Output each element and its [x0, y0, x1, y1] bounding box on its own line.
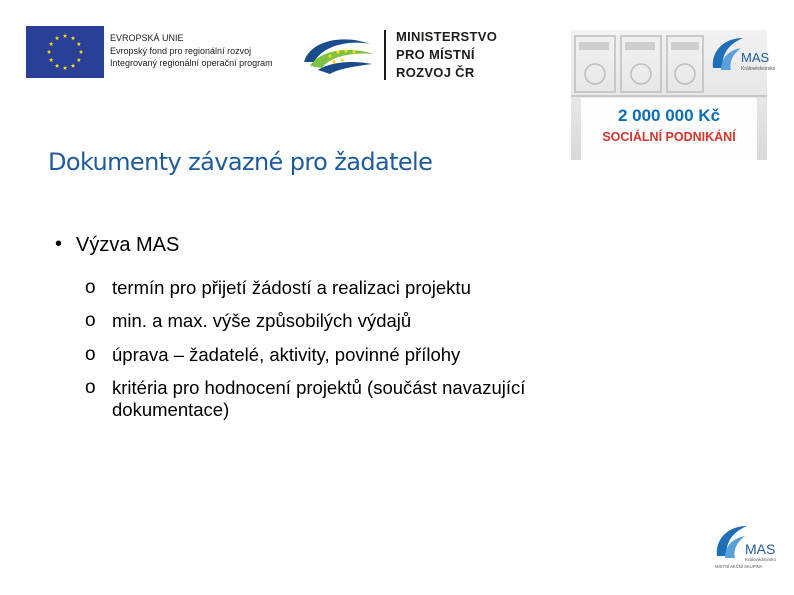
- promo-banner: [571, 30, 776, 160]
- sub-item-text: úprava – žadatelé, aktivity, povinné přílohy: [112, 344, 461, 365]
- sub-bullet-icon: o: [85, 310, 96, 331]
- sub-bullet-icon: o: [85, 277, 96, 298]
- mmr-logo-line3: ROZVOJ ČR: [396, 65, 475, 80]
- eu-logo-line3: Integrovaný regionální operační program: [110, 58, 273, 68]
- mas-logo-icon: [707, 32, 776, 78]
- sub-item-text: kritéria pro hodnocení projektů (součást navazující dokumentace): [112, 377, 526, 420]
- mmr-divider: [384, 30, 386, 80]
- eu-logo: [26, 26, 286, 78]
- mmr-logo-line1: MINISTERSTVO: [396, 29, 498, 44]
- sub-bullet-icon: o: [85, 344, 96, 365]
- promo-mas-text: MAS: [741, 50, 770, 65]
- corner-mas-logo-icon: [713, 522, 779, 570]
- promo-mas-region: Královédvorsko: [741, 66, 776, 72]
- sub-item-text: termín pro přijetí žádostí a realizaci projektu: [112, 277, 471, 298]
- corner-logo-text: MAS: [745, 541, 776, 557]
- corner-logo-tagline: MÍSTNÍ AKČNÍ SKUPINA: [715, 564, 763, 569]
- mmr-logo-line2: PRO MÍSTNÍ: [396, 47, 475, 62]
- bullet-text: Výzva MAS: [76, 234, 180, 256]
- eu-logo-line1: EVROPSKÁ UNIE: [110, 33, 184, 43]
- promo-title: SOCIÁLNÍ PODNIKÁNÍ: [602, 130, 736, 144]
- eu-logo-line2: Evropský fond pro regionální rozvoj: [110, 45, 252, 56]
- mmr-emblem-icon: [300, 32, 378, 76]
- sub-bullet-icon: o: [85, 377, 96, 398]
- sub-item-text: min. a max. výše způsobilých výdajů: [112, 310, 412, 331]
- slide-title: Dokumenty závazné pro žadatele: [48, 148, 433, 176]
- eu-flag-icon: [26, 26, 104, 78]
- bullet-icon: •: [55, 233, 63, 255]
- mmr-logo: [300, 26, 520, 86]
- corner-logo-region: Královédvorsko: [745, 557, 777, 562]
- promo-amount: 2 000 000 Kč: [617, 106, 721, 125]
